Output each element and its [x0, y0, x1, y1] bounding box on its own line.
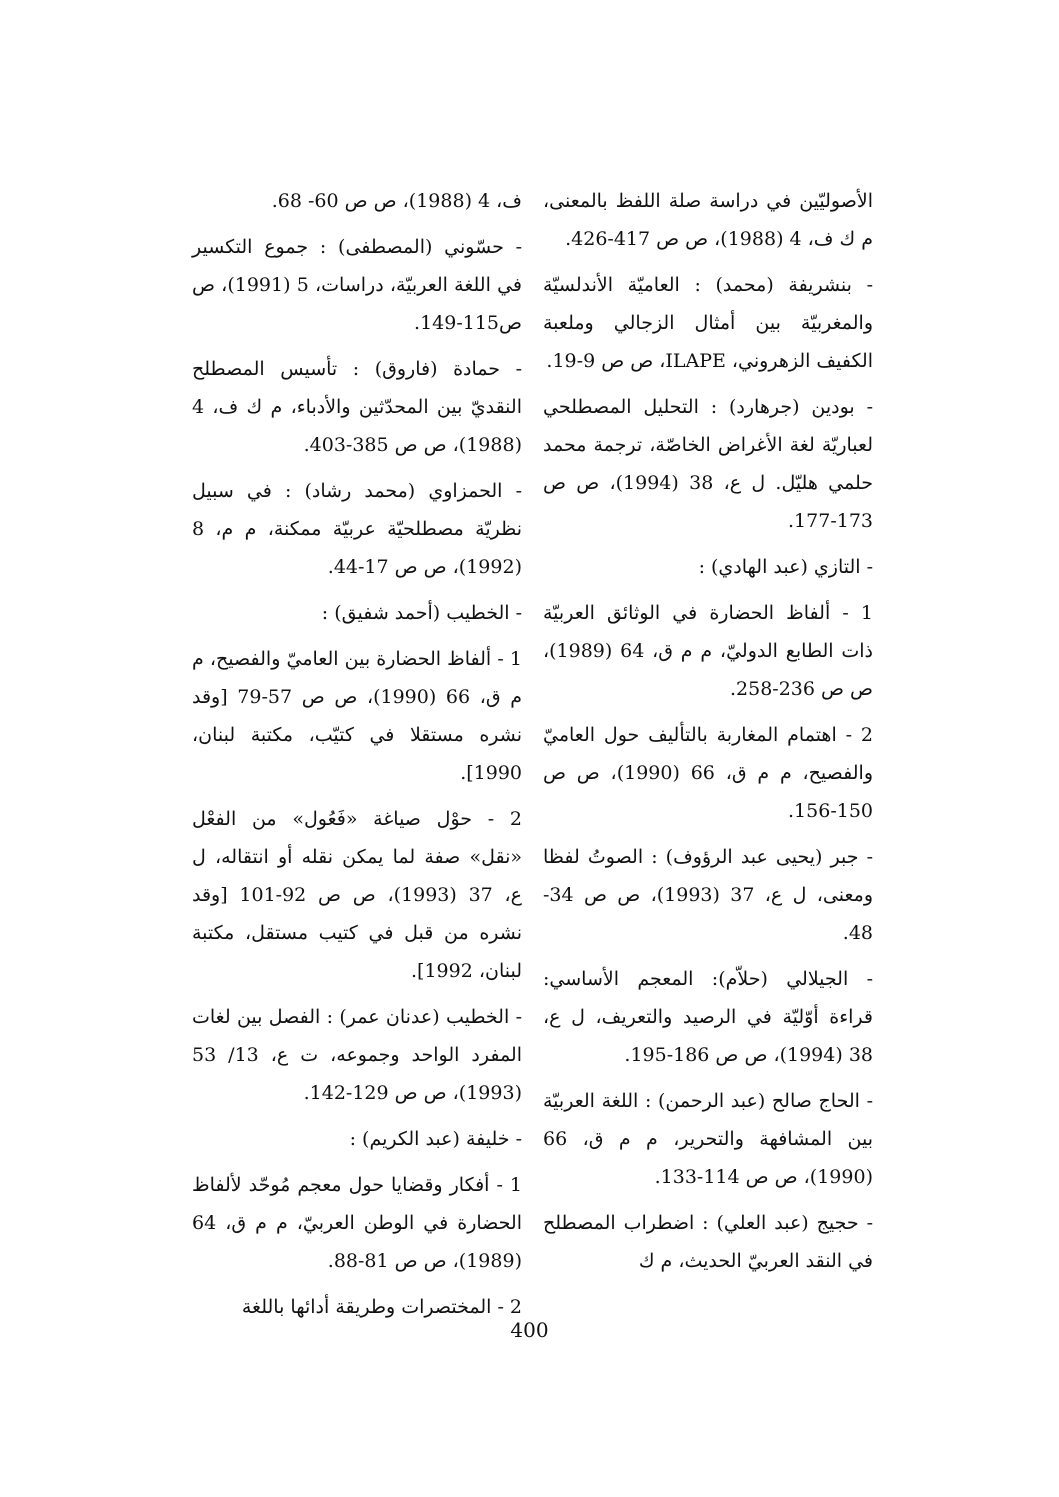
bibliography-entry: - الحمزاوي (محمد رشاد) : في سبيل نظريّة مصطلحيّة عربيّة ممكنة، م م، 8 (1992)، ص ص 17-44. — [192, 480, 522, 578]
bibliography-entry: - حمادة (فاروق) : تأسيس المصطلح النقديّ بين المحدّثين والأدباء، م ك ف، 4 (1988)، ص ص 385-403. — [192, 358, 522, 456]
bibliography-entry: - الجيلالي (حلاّم): المعجم الأساسي: قراءة أوّليّة في الرصيد والتعريف، ل ع، 38 (1994)، ص ص 186-195. — [543, 968, 873, 1066]
right-column — [543, 182, 873, 1288]
bibliography-entry: - الخطيب (عدنان عمر) : الفصل بين لغات المفرد الواحد وجموعه، ت ع، 13/ 53 (1993)، ص ص 129-142. — [192, 1006, 522, 1104]
bibliography-entry: - الحاج صالح (عبد الرحمن) : اللغة العربيّة بين المشافهة والتحرير، م م ق، 66 (1990)، ص ص 114-133. — [543, 1090, 873, 1188]
bibliography-entry: ف، 4 (1988)، ص ص 60- 68. — [271, 190, 522, 212]
bibliography-entry: - حسّوني (المصطفى) : جموع التكسير في اللغة العربيّة، دراسات، 5 (1991)، ص ص115-149. — [192, 236, 522, 334]
page-number: 400 — [510, 1318, 549, 1342]
bibliography-entry: الأصوليّين في دراسة صلة اللفظ بالمعنى، م ك ف، 4 (1988)، ص ص 417-426. — [543, 190, 873, 250]
bibliography-entry: - التازي (عبد الهادي) : — [698, 556, 873, 578]
bibliography-entry: - جبر (يحيى عبد الرؤوف) : الصوتُ لفظا ومعنى، ل ع، 37 (1993)، ص ص 34-48. — [543, 846, 873, 944]
bibliography-entry: 1 - ألفاظ الحضارة في الوثائق العربيّة ذات الطابع الدوليّ، م م ق، 64 (1989)، ص ص 236-258. — [543, 602, 873, 700]
bibliography-entry: - بودين (جرهارد) : التحليل المصطلحي لعباريّة لغة الأغراض الخاصّة، ترجمة محمد حلمي هليّل. ل ع، 38 (1994)، ص ص 173-177. — [543, 396, 874, 532]
bibliography-entry: - حجيج (عبد العلي) : اضطراب المصطلح في النقد العربيّ الحديث، م ك — [543, 1212, 873, 1272]
bibliography-entry: 1 - أفكار وقضايا حول معجم مُوحّد لألفاظ الحضارة في الوطن العربيّ، م م ق، 64 (1989)، ص ص 81-88. — [192, 1174, 522, 1272]
bibliography-entry: 1 - ألفاظ الحضارة بين العاميّ والفصيح، م م ق، 66 (1990)، ص ص 57-79 [وقد نشره مستقلا في كتيّب، مكتبة لبنان، 1990]. — [192, 648, 523, 784]
bibliography-entry: 2 - حوْل صياغة «فَعُول» من الفعْل «نقل» صفة لما يمكن نقله أو انتقاله، ل ع، 37 (1993)، ص ص 92-101 [وقد نشره من قبل في كتيب مستقل، مكتبة لبنان، 1992]. — [192, 808, 522, 982]
left-column — [192, 182, 522, 1334]
bibliography-entry: - بنشريفة (محمد) : العاميّة الأندلسيّة والمغربيّة بين أمثال الزجالي وملعبة الكفيف الزهروني، ILAPE، ص ص 9-19. — [543, 274, 873, 372]
bibliography-entry: 2 - اهتمام المغاربة بالتأليف حول العاميّ والفصيح، م م ق، 66 (1990)، ص ص 150-156. — [543, 724, 873, 822]
bibliography-entry: - خليفة (عبد الكريم) : — [349, 1128, 522, 1150]
bibliography-entry: 2 - المختصرات وطريقة أدائها باللغة — [241, 1296, 522, 1318]
bibliography-entry: - الخطيب (أحمد شفيق) : — [321, 602, 522, 624]
